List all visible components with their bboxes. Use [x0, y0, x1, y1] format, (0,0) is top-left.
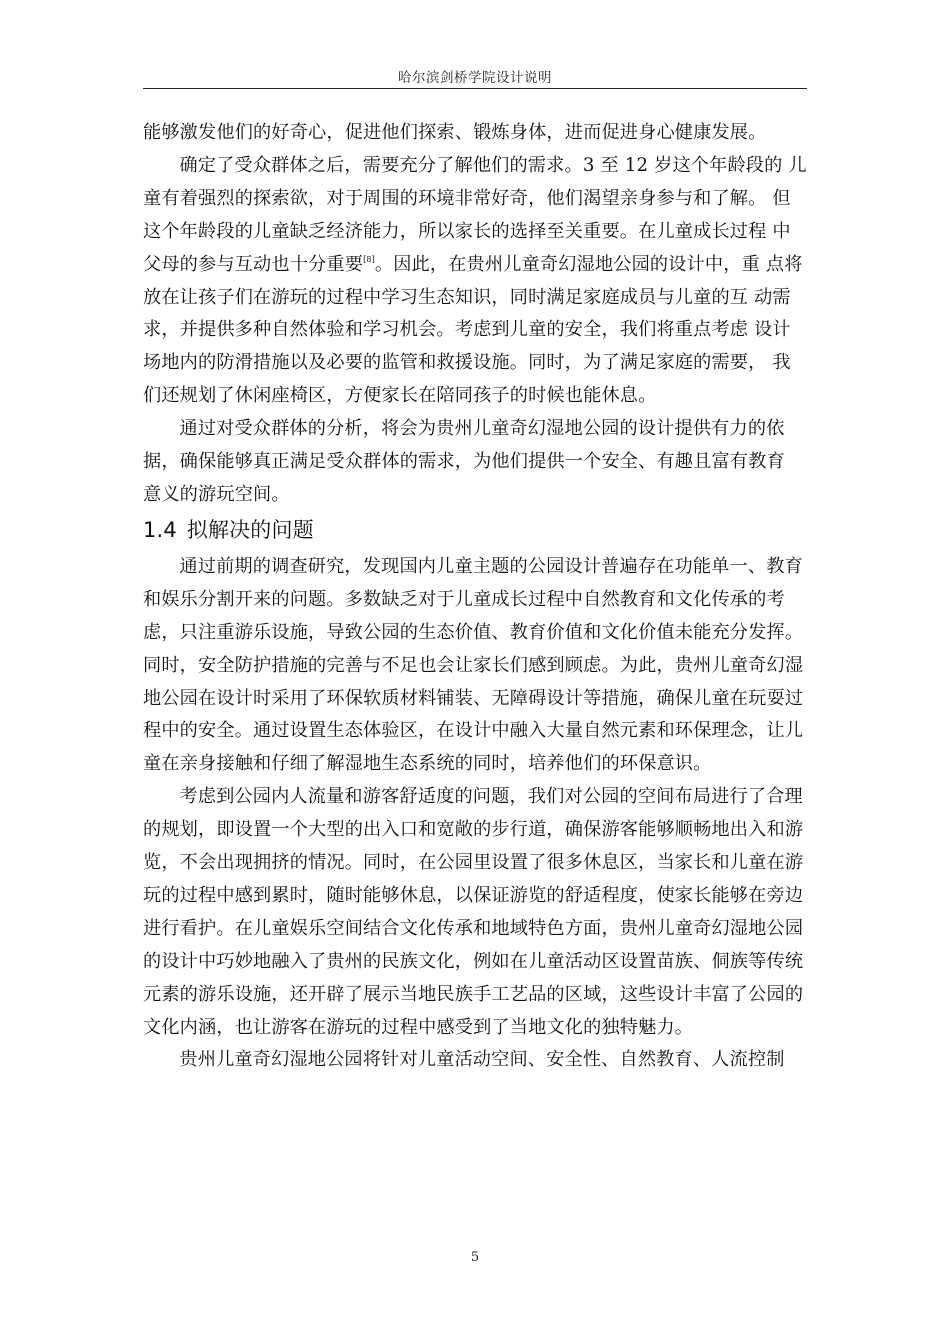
page-number: 5 [470, 1250, 480, 1265]
paragraph-continuation: 能够激发他们的好奇心，促进他们探索、锻炼身体，进而促进身心健康发展。 [143, 122, 767, 143]
body-text [143, 117, 809, 1077]
paragraph-text: 。因此，在贵州儿童奇幻湿地公园的设计中，重 点将放在让孩子们在游玩的过程中学习生态知识，同时满足家庭成员与儿童的互 动需求，并提供多种自然体验和学习机会。考虑到儿童的安全，我们将重点考虑 设计场地内的防滑措施以及必要的监管和救援设施。同时，为了满足家庭的需要， 我们还规划了休闲座椅区，方便家长在陪同孩子的时候也能休息。 [143, 253, 803, 407]
citation-marker: [8] [363, 254, 375, 264]
header-divider [143, 88, 807, 89]
paragraph-layout-culture: 考虑到公园内人流量和游客舒适度的问题，我们对公园的空间布局进行了合理的规划，即设置一个大型的出入口和宽敞的步行道，确保游客能够顺畅地出入和游览，不会出现拥挤的情况。同时，在公园里设置了很多休息区，当家长和儿童在游玩的过程中感到累时，随时能够休息，以保证游览的舒适程度，使家长能够在旁边进行看护。在儿童娱乐空间结合文化传承和地域特色方面，贵州儿童奇幻湿地公园的设计中巧妙地融入了贵州的民族文化，例如在儿童活动区设置苗族、侗族等传统元素的游乐设施，还开辟了展示当地民族手工艺品的区域，这些设计丰富了公园的文化内涵，也让游客在游玩的过程中感受到了当地文化的独特魅力。 [143, 786, 804, 1038]
paragraph-audience-summary: 通过对受众群体的分析，将会为贵州儿童奇幻湿地公园的设计提供有力的依 据，确保能够真正满足受众群体的需求，为他们提供一个安全、有趣且富有教育 意义的游玩空间。 [143, 418, 785, 505]
paragraph-summary: 贵州儿童奇幻湿地公园将针对儿童活动空间、安全性、自然教育、人流控制 [179, 1049, 785, 1071]
running-header: 哈尔滨剑桥学院设计说明 [398, 70, 552, 86]
section-title: 拟解决的问题 [186, 517, 314, 542]
paragraph-audience-needs [143, 150, 809, 413]
paragraph-text: 确定了受众群体之后，需要充分了解他们的需求。3 至 12 岁这个年龄段的 儿童有着强烈的探索欲，对于周围的环境非常好奇，他们渴望亲身参与和了解。 但这个年龄段的儿童缺乏经济能力，所以家长的选择至关重要。在儿童成长过程 中父母的参与互动也十分重要 [143, 154, 807, 275]
paragraph-problems: 通过前期的调查研究，发现国内儿童主题的公园设计普遍存在功能单一、教育和娱乐分割开来的问题。多数缺乏对于儿童成长过程中自然教育和文化传承的考虑，只注重游乐设施，导致公园的生态价值、教育价值和文化价值未能充分发挥。同时，安全防护措施的完善与不足也会让家长们感到顾虑。为此，贵州儿童奇幻湿地公园在设计时采用了环保软质材料铺装、无障碍设计等措施，确保儿童在玩耍过程中的安全。通过设置生态体验区，在设计中融入大量自然元素和环保理念，让儿童在亲身接触和仔细了解湿地生态系统的同时，培养他们的环保意识。 [143, 555, 804, 775]
section-number: 1.4 [143, 517, 177, 542]
section-heading [143, 515, 809, 545]
